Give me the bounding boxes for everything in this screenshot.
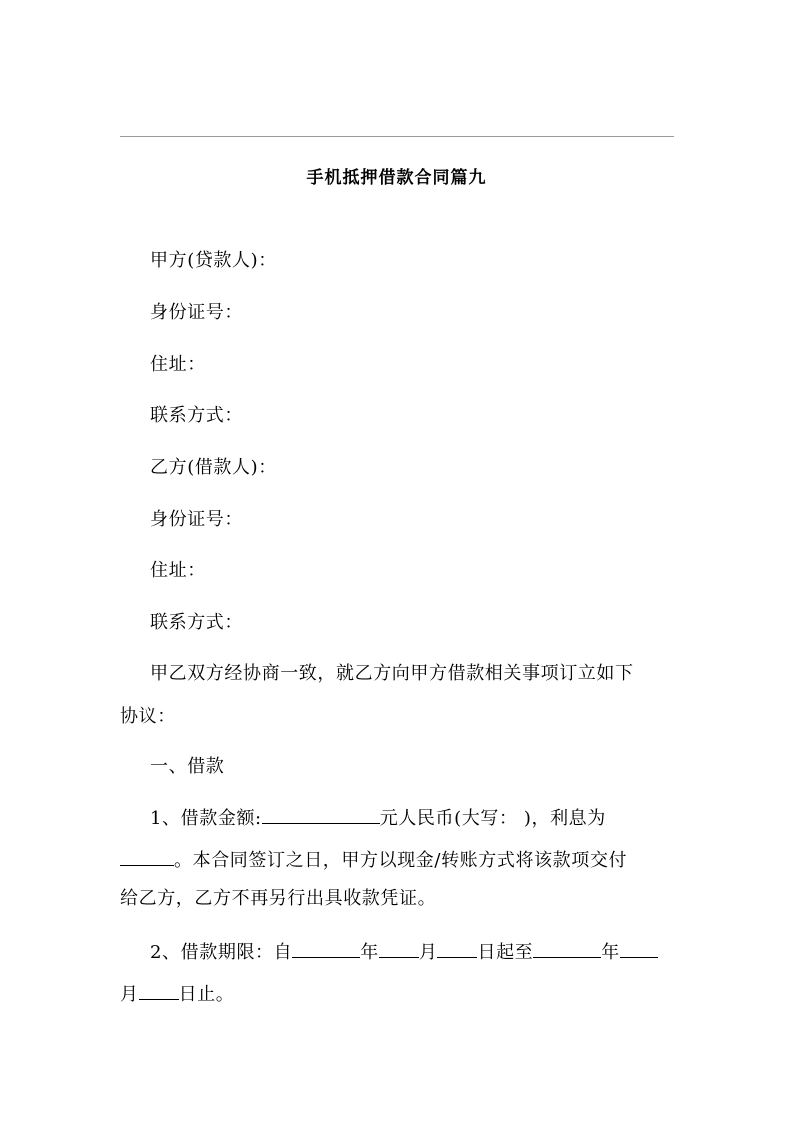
end-day-blank: [139, 982, 179, 1000]
clause1-line3: 给乙方，乙方不再另行出具收款凭证。: [120, 888, 437, 909]
start-month-blank: [379, 940, 419, 958]
document-title: 手机抵押借款合同篇九: [306, 168, 487, 188]
end-month-blank-part: [620, 940, 658, 958]
lender-id-label: 身份证号：: [150, 302, 243, 323]
intro-paragraph-line1: 甲乙双方经协商一致，就乙方向甲方借款相关事项订立如下: [150, 663, 634, 684]
start-day-blank: [437, 940, 477, 958]
month-label: 月: [418, 942, 438, 963]
section-heading: 一、借款: [150, 756, 225, 777]
clause1-line1: [150, 804, 606, 830]
end-month-label: 月: [120, 984, 139, 1005]
borrower-address-label: 住址：: [150, 560, 206, 581]
header-divider: [120, 136, 674, 137]
intro-paragraph-line2: 协议：: [120, 706, 176, 727]
day-to-label: 日起至: [477, 942, 534, 963]
clause1-currency-text: 元人民币(大写： )，利息为: [379, 808, 606, 829]
lender-address-label: 住址：: [150, 354, 206, 375]
clause2-line1: [150, 938, 658, 964]
end-day-label: 日止。: [178, 984, 235, 1005]
end-year-blank: [533, 940, 601, 958]
clause2-line2: [120, 980, 234, 1006]
year-label: 年: [360, 942, 379, 963]
end-year-label: 年: [601, 942, 620, 963]
lender-party-label: 甲方(贷款人)：: [150, 250, 277, 271]
clause1-amount-label: 1、借款金额:: [150, 808, 262, 829]
clause1-delivery-text: 。本合同签订之日，甲方以现金/转账方式将该款项交付: [174, 850, 628, 871]
borrower-contact-label: 联系方式：: [150, 612, 243, 633]
interest-blank: [120, 848, 174, 866]
borrower-party-label: 乙方(借款人)：: [150, 457, 277, 478]
clause1-line2: [120, 846, 627, 872]
clause2-term-label: 2、借款期限：自: [150, 942, 293, 963]
lender-contact-label: 联系方式：: [150, 405, 243, 426]
amount-blank: [262, 806, 380, 824]
borrower-id-label: 身份证号：: [150, 509, 243, 530]
start-year-blank: [292, 940, 360, 958]
